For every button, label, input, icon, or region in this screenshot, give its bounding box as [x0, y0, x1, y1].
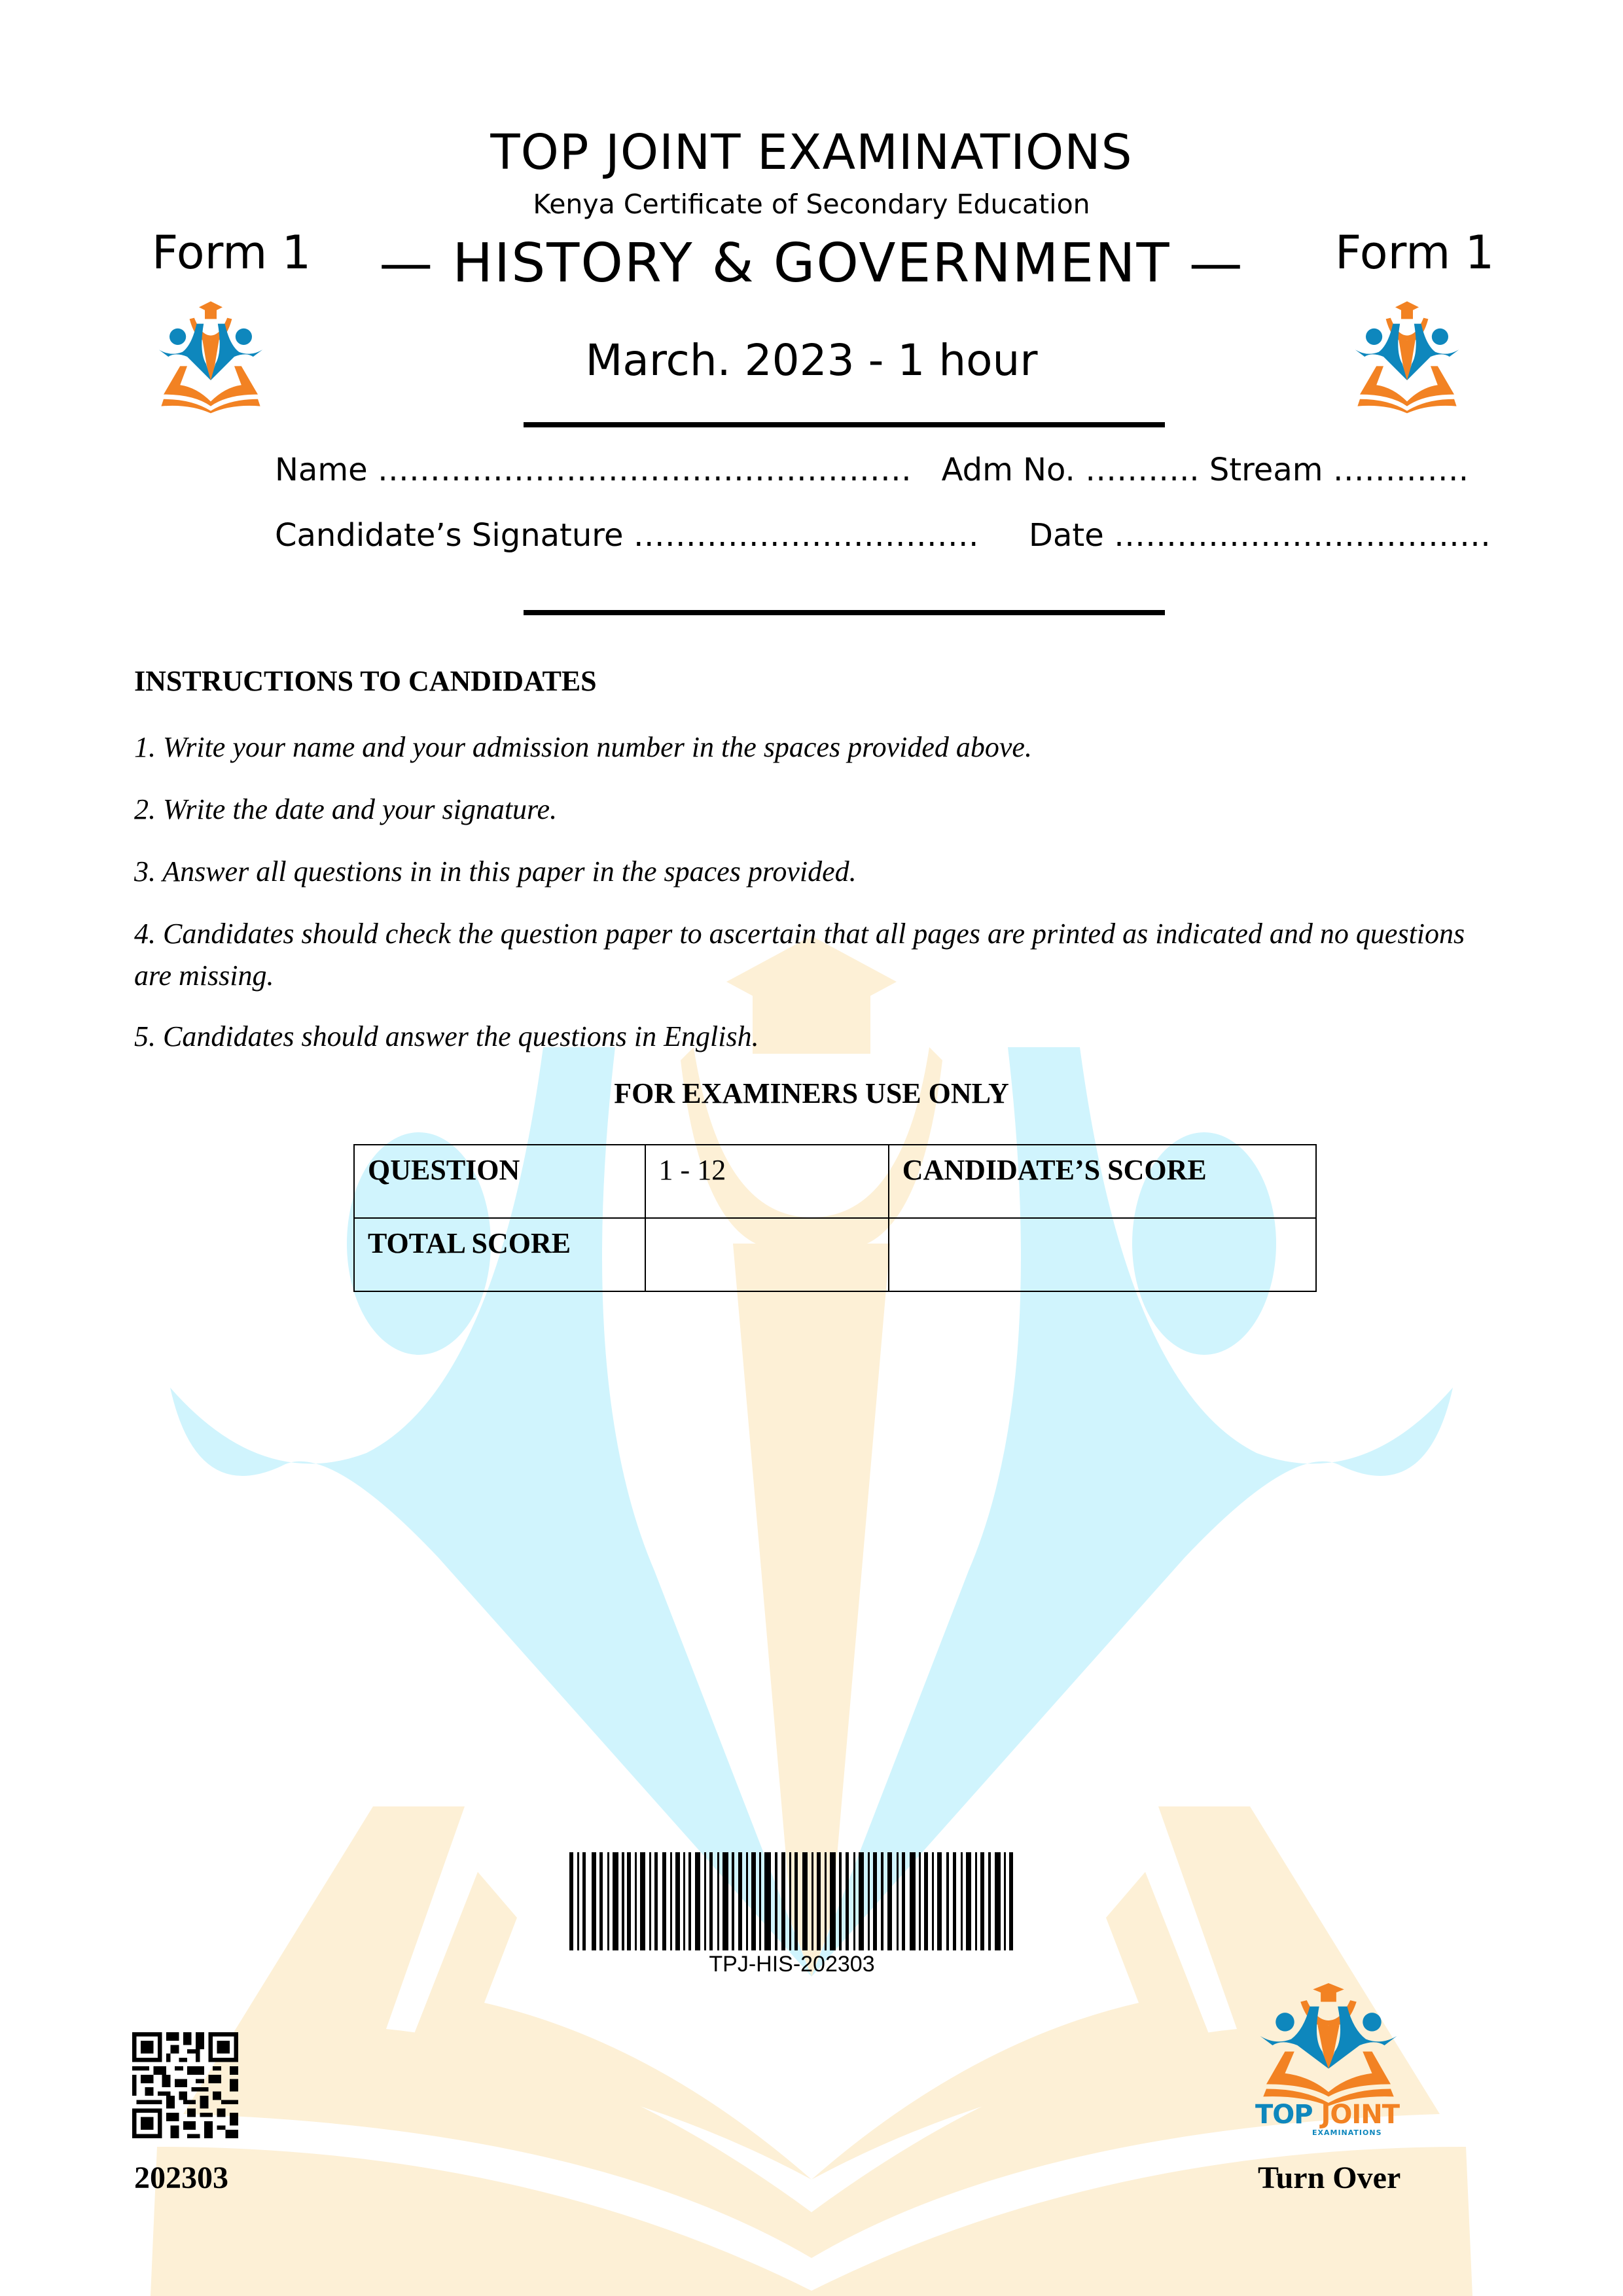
barcode-icon	[569, 1852, 1014, 1950]
logo-wordmark-sub: EXAMINATIONS	[1312, 2128, 1382, 2137]
logo-wordmark	[1255, 2100, 1399, 2130]
document-code: 202303	[134, 2161, 228, 2195]
instruction-item: 3. Answer all questions in in this paper in the spaces provided.	[134, 855, 857, 888]
examiner-score-table	[353, 1144, 1317, 1292]
examiners-heading: FOR EXAMINERS USE ONLY	[614, 1077, 1009, 1109]
table-cell-question-label: QUESTION	[354, 1145, 645, 1218]
instructions-heading: INSTRUCTIONS TO CANDIDATES	[134, 665, 597, 697]
instruction-item: 5. Candidates should answer the questions in English.	[134, 1020, 759, 1052]
table-cell-total-blank[interactable]	[645, 1218, 889, 1291]
table-cell-candidate-score-label: CANDIDATE’S SCORE	[889, 1145, 1316, 1218]
instruction-item: 2. Write the date and your signature.	[134, 793, 558, 825]
table-cell-question-range: 1 - 12	[645, 1145, 889, 1218]
table-row	[354, 1218, 1316, 1291]
organization-title: TOP JOINT EXAMINATIONS	[490, 124, 1133, 181]
certificate-subtitle: Kenya Certificate of Secondary Education	[533, 188, 1090, 220]
barcode-text: TPJ-HIS-202303	[709, 1952, 875, 1977]
turn-over-label: Turn Over	[1258, 2161, 1401, 2195]
header-divider	[524, 422, 1165, 427]
instruction-item: 1. Write your name and your admission number in the spaces provided above.	[134, 731, 1032, 763]
form-label-left: Form 1	[152, 226, 312, 279]
table-cell-total-score-value[interactable]	[889, 1218, 1316, 1291]
subject-title: — HISTORY & GOVERNMENT —	[379, 232, 1244, 295]
logo-wordmark-top: TOP	[1255, 2100, 1321, 2130]
top-joint-logo-icon	[152, 298, 270, 416]
instruction-item: 4. Candidates should check the question paper to ascertain that all pages are printed as indicated and no questions are missing.	[134, 918, 1465, 992]
qr-code-icon	[132, 2032, 238, 2138]
form-label-right: Form 1	[1335, 226, 1495, 279]
table-row	[354, 1145, 1316, 1218]
table-cell-total-score-label: TOTAL SCORE	[354, 1218, 645, 1291]
signature-date-fields[interactable]: Candidate’s Signature …………………………… Date ………………………………	[275, 517, 1491, 554]
fields-divider	[524, 610, 1165, 615]
top-joint-logo-icon	[1348, 298, 1466, 416]
exam-date-duration: March. 2023 - 1 hour	[585, 335, 1038, 386]
name-adm-stream-fields[interactable]: Name …………………………………………… Adm No. ……….. Stream ………….	[275, 452, 1469, 488]
top-joint-logo-icon	[1250, 1983, 1407, 2108]
logo-wordmark-joint: JOINT	[1321, 2100, 1400, 2130]
